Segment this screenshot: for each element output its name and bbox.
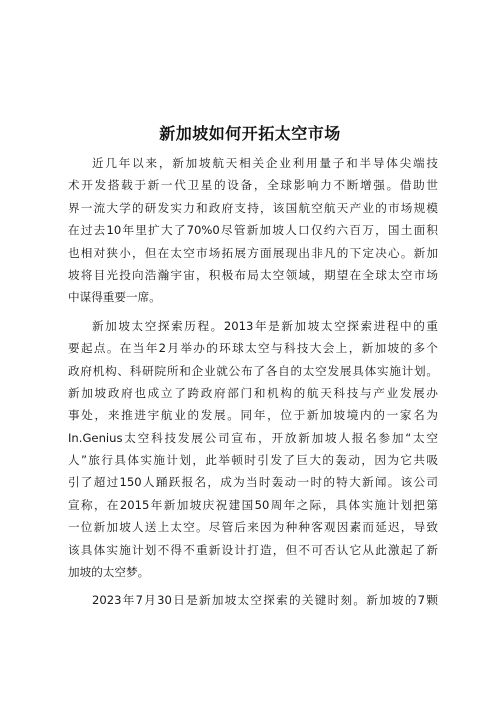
paragraph-line: 事处，来推进宇航业的发展。同年，位于新加坡境内的一家名为 xyxy=(68,408,438,423)
paragraph-line: 要起点。在当年2月举办的环球太空与科技大会上，新加坡的多个 xyxy=(68,341,438,356)
paragraph-line: 引了超过150人踊跃报名，成为当时轰动一时的特大新闻。该公司 xyxy=(68,475,438,490)
paragraph-line: 宣称，在2015年新加坡庆祝建国50周年之际，具体实施计划把第 xyxy=(68,497,438,512)
paragraph-line: 中谋得重要一席。 xyxy=(68,290,161,305)
document-body xyxy=(68,152,438,612)
paragraph-line: 也相对狭小，但在太空市场拓展方面展现出非凡的下定决心。新加 xyxy=(68,245,438,260)
paragraph-line: 该具体实施计划不得不重新设计打造，但不可否认它从此激起了新 xyxy=(68,542,438,557)
paragraph-line: 人”旅行具体实施计划，此举顿时引发了巨大的轰动，因为它共吸 xyxy=(68,453,438,468)
paragraph-line: In.Genius太空科技发展公司宣布，开放新加坡人报名参加“太空 xyxy=(68,430,438,445)
paragraph-line: 在过去10年里扩大了70%0尽管新加坡人口仅约六百万，国土面积 xyxy=(68,223,438,238)
paragraph-line: 加坡的太空梦。 xyxy=(68,565,150,580)
paragraph-line: 一位新加坡人送上太空。尽管后来因为种种客观因素而延迟，导致 xyxy=(68,520,438,535)
paragraph-line: 术开发搭载于新一代卫星的设备，全球影响力不断增强。借助世 xyxy=(68,178,438,193)
paragraph-line: 近几年以来，新加坡航天相关企业利用量子和半导体尖端技 xyxy=(92,156,438,170)
paragraph-line: 2023年7月30日是新加坡太空探索的关键时刻。新加坡的7颗 xyxy=(92,593,438,608)
paragraph-line: 新加坡太空探索历程。2013年是新加坡太空探索进程中的重 xyxy=(92,318,438,333)
document-title: 新加坡如何开拓太空市场 xyxy=(159,124,341,143)
paragraph-line: 坡将目光投向浩瀚宇宙，积极布局太空领域，期望在全球太空市场 xyxy=(68,267,438,282)
paragraph-3 xyxy=(68,589,438,611)
paragraph-1 xyxy=(68,152,438,309)
paragraph-line: 界一流大学的研发实力和政府支持，该国航空航天产业的市场规模 xyxy=(68,200,438,215)
paragraph-line: 政府机构、科研院所和企业就公布了各自的太空发展具体实施计划。 xyxy=(68,363,438,378)
paragraph-line: 新加坡政府也成立了跨政府部门和机构的航天科技与产业发展办 xyxy=(68,385,438,400)
paragraph-2 xyxy=(68,315,438,584)
